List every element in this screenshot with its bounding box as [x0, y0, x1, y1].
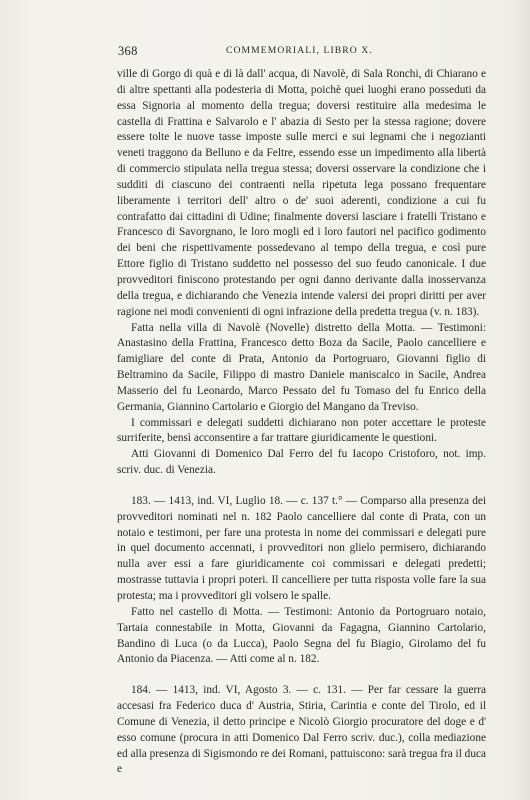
- page-header: [118, 44, 498, 60]
- section-spacer: [117, 668, 486, 683]
- page-number: 368: [118, 44, 138, 58]
- page-body: [117, 67, 486, 778]
- paragraph-continuation: ville di Gorgo di quà e di là dall' acqua, di Navolè, di Sala Ronchi, di Chiarano e di altre spettanti alla podesteria di Motta, poichè quei luoghi erano posseduti da essa Signoria al momento della tregua; doversi restituire alla medesima le castella di Frattina e Salvarolo e l' abazia di Sesto per la stessa ragione; dovere essere tolte le nuove tasse imposte sulle merci e sui legnami che i negozianti veneti traggono da Belluno e da Feltre, essendo esse un impedimento alla libertà di commercio stipulata nella tregua stessa; doversi osservare la condizione che i sudditi di ciascuno dei contraenti nella ripetuta lega possano frequentare liberamente i territori dell' altro o de' suoi aderenti, condizione a cui fu contrafatto dai cittadini di Udine; finalmente doversi lasciare i fratelli Tristano e Francesco di Savorgnano, le loro mogli ed i loro fautori nel pacifico godimento dei beni che rispettivamente possedevano al tempo della tregua, e così pure Ettore figlio di Tristano suddetto nel possesso del suo feudo canonicale. I due provveditori finiscono protestando per ogni danno derivante dalla inosservanza della tregua, e dichiarando che Venezia intende valersi dei propri diritti per aver ragione nei modi convenienti di ogni infrazione della predetta tregua (v. n. 183).: [117, 68, 486, 318]
- paragraph-commissioners: I commissari e delegati suddetti dichiarano non poter accettare le proteste surriferite, bensì acconsentire a far trattare giuridicamente le questioni.: [117, 416, 486, 445]
- paragraph-entry-183-witnesses: Fatto nel castello di Motta. — Testimoni: Antonio da Portogruaro notaio, Tartaia connestabile in Motta, Giovanni da Fagagna, Giannino Cartolario, Bandino di Luca (o da Lucca), Paolo Segna del fu Biagio, Girolamo del fu Antonio da Piacenza. — Atti come al n. 182.: [117, 605, 486, 666]
- page-fold-shadow: [514, 0, 530, 800]
- section-spacer: [117, 479, 486, 494]
- paragraph-acts: Atti Giovanni di Domenico Dal Ferro del fu Iacopo Cristoforo, not. imp. scriv. duc. di Venezia.: [117, 448, 486, 477]
- entry-183: 183. — 1413, ind. VI, Luglio 18. — c. 137 t.° — Comparso alla presenza dei provveditori nominati nel n. 182 Paolo cancelliere dal conte di Prata, con un notaio e testimoni, per fare una protesta in nome dei commissari e delegati pure in quel documento accennati, i provveditori non glielo permisero, dichiarando nulla aver essi a fare giuridicamente coi commissari e delegati predetti; mostrasse tuttavia i propri poteri. Il cancelliere per tutta risposta volle fare la sua protesta; ma i provveditori gli volsero le spalle.: [117, 494, 486, 602]
- entry-184: 184. — 1413, ind. VI, Agosto 3. — c. 131. — Per far cessare la guerra accesasi fra Federico duca d' Austria, Stiria, Carintia e conte del Tirolo, ed il Comune di Venezia, il detto principe e Nicolò Giorgio procuratore del doge e d' esso comune (procura in atti Domenico Dal Ferro scriv. duc.), colla mediazione ed alla presenza di Sigismondo re dei Romani, pattuiscono: sarà tregua fra il duca e: [117, 684, 486, 776]
- paragraph-witnesses: Fatta nella villa di Navolè (Novelle) distretto della Motta. — Testimoni: Anastasino della Frattina, Francesco detto Boza da Sacile, Paolo cancelliere e famigliare del conte di Prata, Antonio da Portogruaro, Giovanni figlio di Beltramino da Sacile, Filippo di mastro Daniele maniscalco in Sacile, Andrea Masserio del fu Leonardo, Marco Pessato del fu Tomaso del fu Enrico della Germania, Giannino Cartolario e Giorgio del Mangano da Treviso.: [117, 321, 486, 413]
- running-head: COMMEMORIALI, LIBRO X.: [226, 45, 373, 56]
